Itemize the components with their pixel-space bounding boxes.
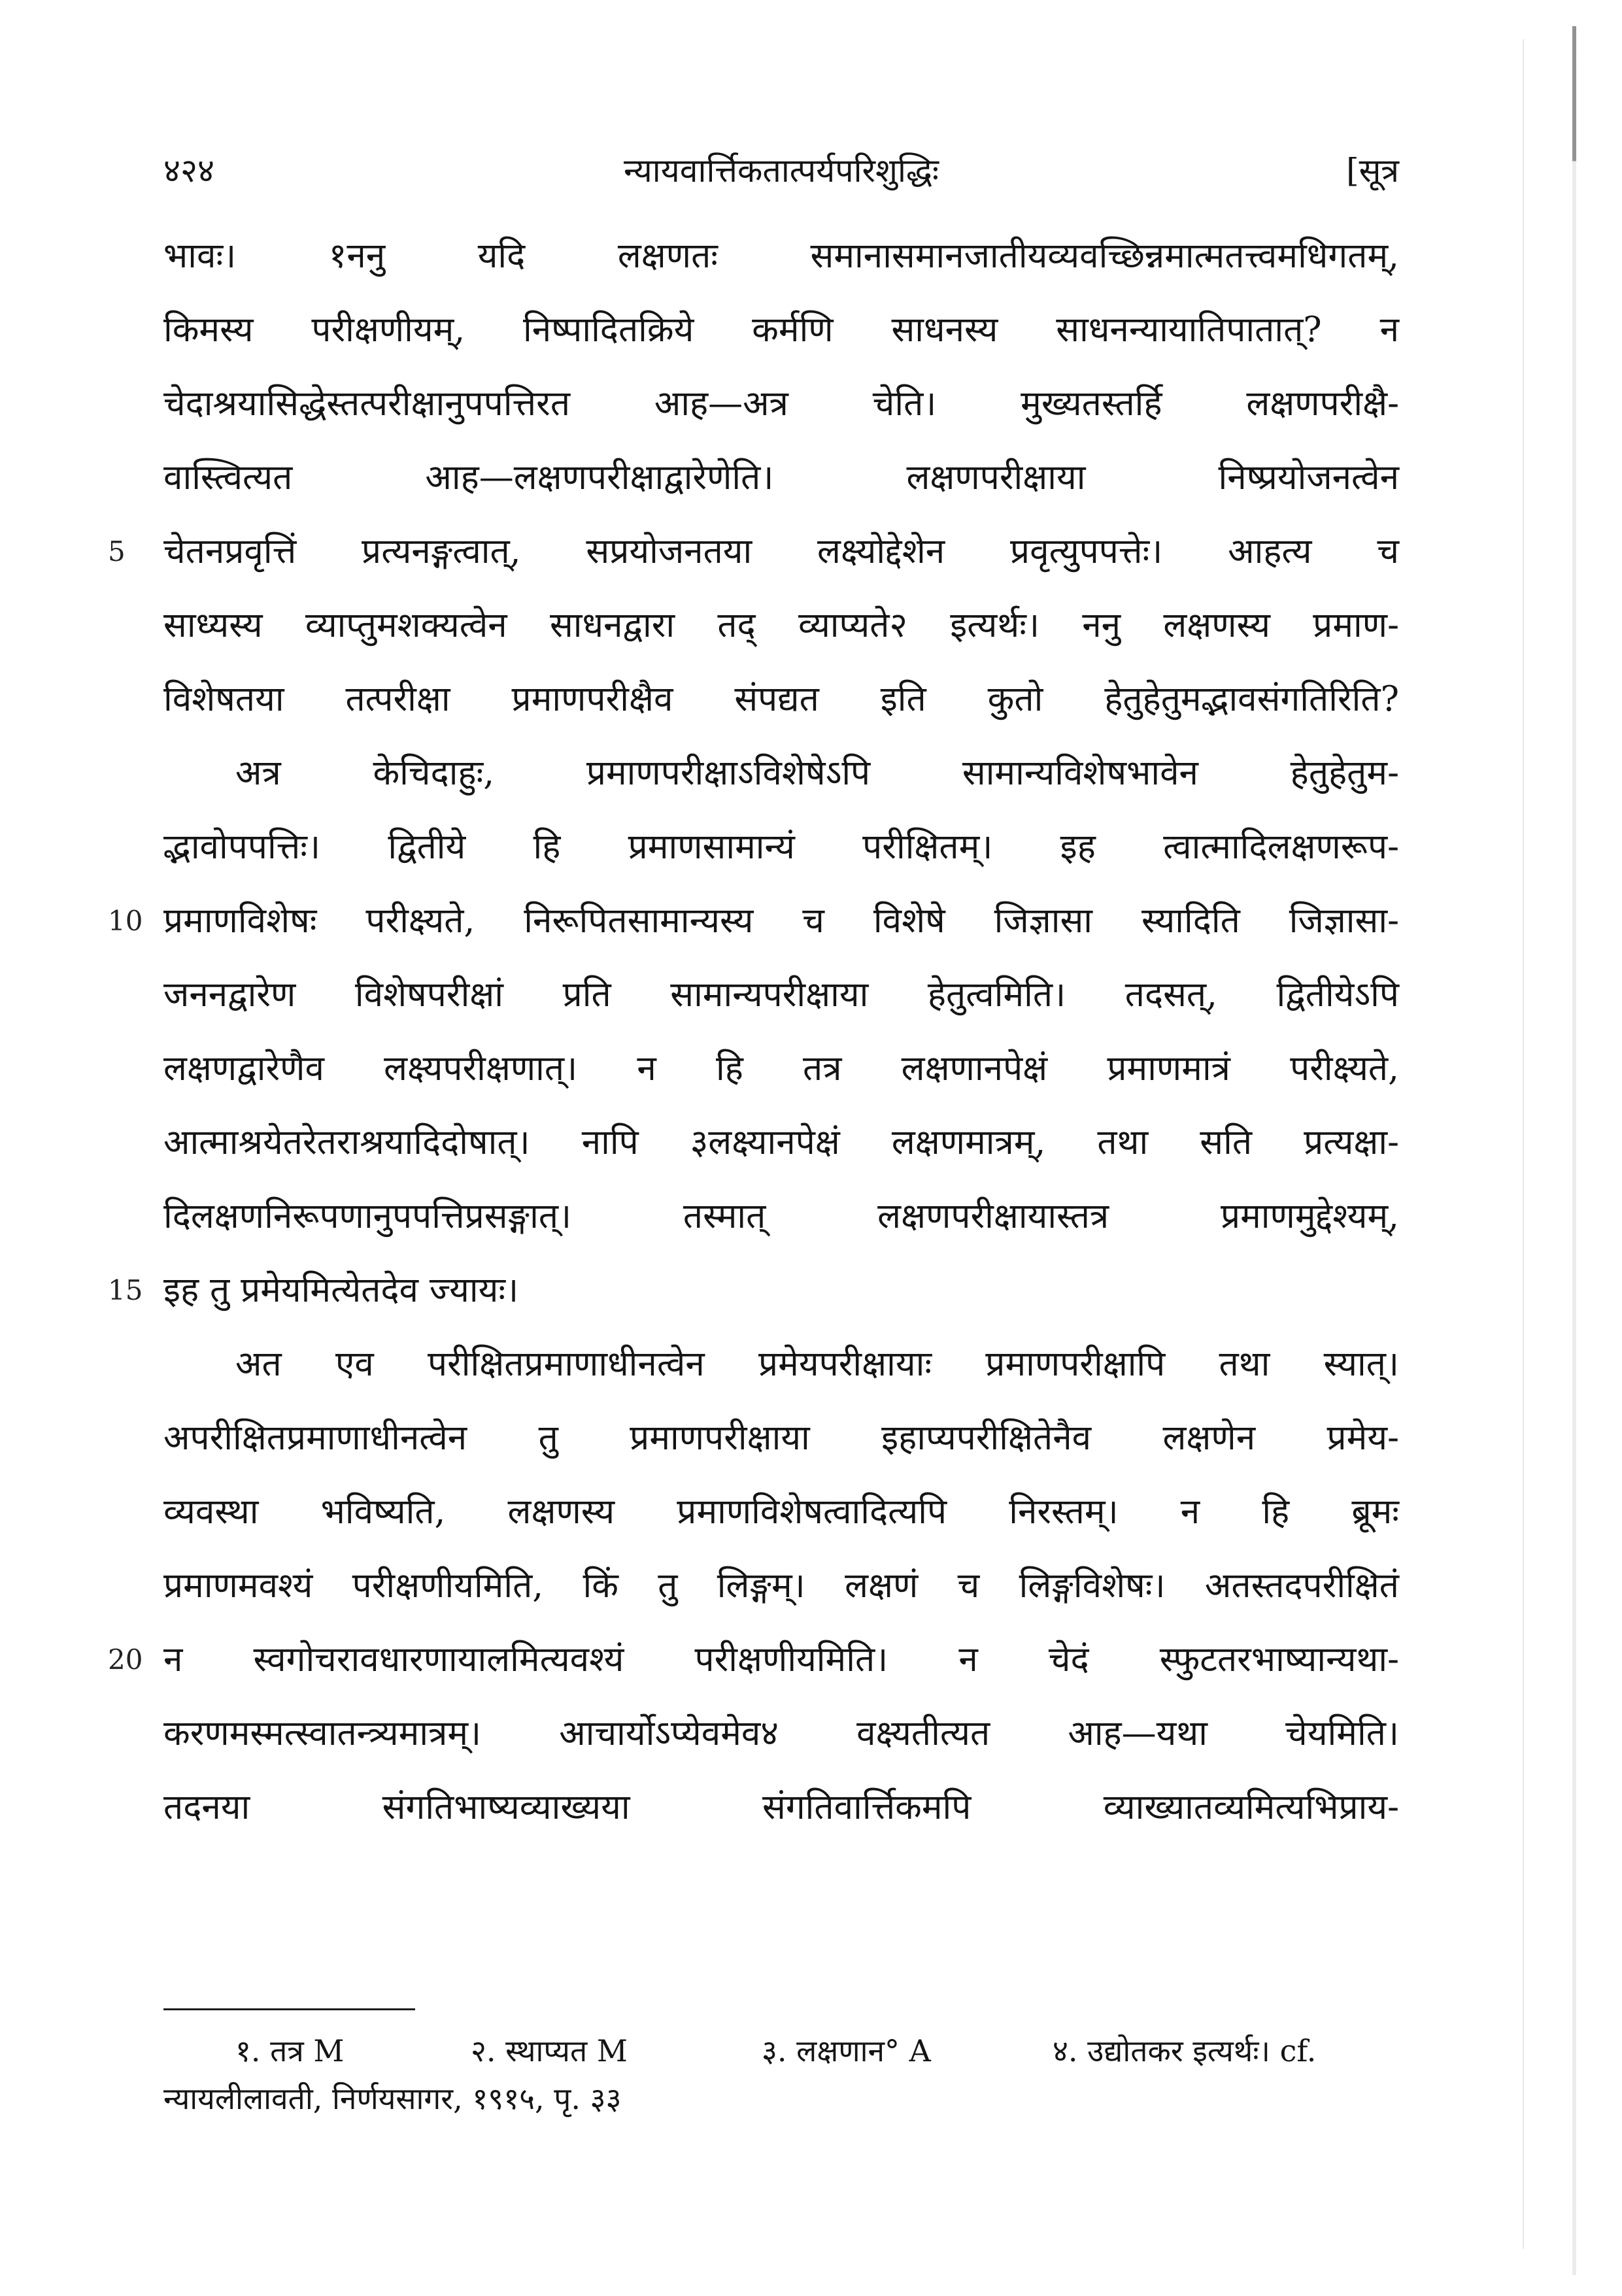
section-mark: [सूत्र bbox=[1346, 152, 1399, 190]
line-number: 20 bbox=[108, 1644, 143, 1676]
line-text: वास्त्वित्यत आह—लक्षणपरीक्षाद्वारेणेति। लक्षणपरीक्षाया निष्प्रयोजनत्वेन bbox=[163, 458, 1399, 498]
body-text bbox=[108, 219, 1399, 1844]
footnote-row bbox=[163, 2027, 1399, 2076]
text-line bbox=[163, 1549, 1399, 1623]
line-text: प्रमाणमवश्यं परीक्षणीयमिति, किं तु लिङ्गम्। लक्षणं च लिङ्गविशेषः। अतस्तदपरीक्षितं bbox=[163, 1566, 1399, 1606]
scan-edge-shadow bbox=[1572, 26, 1576, 2275]
line-text: जननद्वारेण विशेषपरीक्षां प्रति सामान्यपरीक्षाया हेतुत्वमिति। तदसत्, द्वितीयेऽपि bbox=[163, 975, 1399, 1015]
footnote-continuation: न्यायलीलावती, निर्णयसागर, १९१५, पृ. ३३ bbox=[163, 2081, 622, 2116]
line-number: 10 bbox=[108, 905, 143, 937]
line-text: किमस्य परीक्षणीयम्, निष्पादितक्रिये कर्मणि साधनस्य साधनन्यायातिपातात्? न bbox=[163, 310, 1399, 350]
text-line bbox=[163, 1106, 1399, 1179]
text-line bbox=[163, 1032, 1399, 1106]
line-text: करणमस्मत्स्वातन्त्र्यमात्रम्। आचार्योऽप्येवमेव४ वक्ष्यतीत्यत आह—यथा चेयमिति। bbox=[163, 1714, 1399, 1753]
line-text: चेदाश्रयासिद्धेस्तत्परीक्षानुपपत्तिरत आह—अत्र चेति। मुख्यतस्तर्हि लक्षणपरीक्षै- bbox=[163, 384, 1399, 424]
text-line bbox=[163, 1770, 1399, 1844]
text-line bbox=[163, 810, 1399, 884]
line-text: दिलक्षणनिरूपणानुपपत्तिप्रसङ्गात्। तस्मात् लक्षणपरीक्षायास्तत्र प्रमाणमुद्देश्यम्, bbox=[163, 1196, 1399, 1236]
text-line bbox=[163, 293, 1399, 367]
scan-edge-line bbox=[1523, 39, 1524, 2249]
footnote-2: २. स्थाप्यत M bbox=[471, 2033, 628, 2068]
text-line bbox=[163, 736, 1399, 810]
page-header bbox=[163, 147, 1399, 193]
text-line bbox=[108, 515, 1399, 588]
text-line bbox=[108, 1253, 1399, 1327]
line-text: अत्र केचिदाहुः, प्रमाणपरीक्षाऽविशेषेऽपि सामान्यविशेषभावेन हेतुहेतुम- bbox=[235, 753, 1399, 793]
text-line bbox=[163, 1327, 1399, 1401]
text-line bbox=[163, 958, 1399, 1032]
text-line bbox=[163, 219, 1399, 293]
running-title: न्यायवार्त्तिकतात्पर्यपरिशुद्धिः bbox=[624, 152, 939, 190]
text-line bbox=[108, 884, 1399, 958]
line-text: इह तु प्रमेयमित्येतदेव ज्यायः। bbox=[163, 1270, 519, 1310]
line-number: 5 bbox=[108, 535, 126, 567]
line-text: न स्वगोचरावधारणायालमित्यवश्यं परीक्षणीयमिति। न चेदं स्फुटतरभाष्यान्यथा- bbox=[163, 1640, 1399, 1680]
line-number: 15 bbox=[108, 1274, 143, 1306]
line-text: व्यवस्था भविष्यति, लक्षणस्य प्रमाणविशेषत्वादित्यपि निरस्तम्। न हि ब्रूमः bbox=[163, 1492, 1399, 1532]
line-text: द्भावोपपत्तिः। द्वितीये हि प्रमाणसामान्यं परीक्षितम्। इह त्वात्मादिलक्षणरूप- bbox=[163, 827, 1399, 867]
text-line bbox=[163, 367, 1399, 441]
line-text: प्रमाणविशेषः परीक्ष्यते, निरूपितसामान्यस्य च विशेषे जिज्ञासा स्यादिति जिज्ञासा- bbox=[163, 901, 1399, 941]
footnote-1: १. तत्र M bbox=[235, 2033, 345, 2068]
footnote-rule bbox=[163, 2008, 415, 2010]
footnote-3: ३. लक्षणान° A bbox=[762, 2033, 931, 2068]
line-text: भावः। १ननु यदि लक्षणतः समानासमानजातीयव्यवच्छिन्नमात्मतत्त्वमधिगतम्, bbox=[163, 236, 1399, 276]
line-text: लक्षणद्वारेणैव लक्ष्यपरीक्षणात्। न हि तत्र लक्षणानपेक्षं प्रमाणमात्रं परीक्ष्यते, bbox=[163, 1049, 1399, 1089]
footnote-4: ४. उद्योतकर इत्यर्थः। cf. bbox=[1053, 2033, 1317, 2068]
line-text: आत्माश्रयेतरेतराश्रयादिदोषात्। नापि ३लक्ष्यानपेक्षं लक्षणमात्रम्, तथा सति प्रत्यक्षा- bbox=[163, 1123, 1399, 1162]
line-text: चेतनप्रवृत्तिं प्रत्यनङ्गत्वात्, सप्रयोजनतया लक्ष्योद्देशेन प्रवृत्युपपत्तेः। आहत्य च bbox=[163, 532, 1399, 571]
text-line bbox=[163, 1697, 1399, 1770]
line-text: अत एव परीक्षितप्रमाणाधीनत्वेन प्रमेयपरीक्षायाः प्रमाणपरीक्षापि तथा स्यात्। bbox=[235, 1344, 1399, 1384]
text-line bbox=[108, 1623, 1399, 1697]
text-line bbox=[163, 1401, 1399, 1475]
line-text: विशेषतया तत्परीक्षा प्रमाणपरीक्षैव संपद्यत इति कुतो हेतुहेतुमद्भावसंगतिरिति? bbox=[163, 679, 1399, 719]
text-line bbox=[163, 441, 1399, 515]
text-line bbox=[163, 662, 1399, 736]
footnotes bbox=[163, 2027, 1399, 2121]
page-number: ४२४ bbox=[163, 152, 214, 190]
text-line bbox=[163, 1475, 1399, 1549]
line-text: तदनया संगतिभाष्यव्याख्यया संगतिवार्त्तिकमपि व्याख्यातव्यमित्यभिप्राय- bbox=[163, 1787, 1399, 1827]
text-line bbox=[163, 588, 1399, 662]
text-line bbox=[163, 1179, 1399, 1253]
line-text: साध्यस्य व्याप्तुमशक्यत्वेन साधनद्वारा तद् व्याप्यते२ इत्यर्थः। ननु लक्षणस्य प्रमाण- bbox=[163, 605, 1399, 645]
line-text: अपरीक्षितप्रमाणाधीनत्वेन तु प्रमाणपरीक्षाया इहाप्यपरीक्षितेनैव लक्षणेन प्रमेय- bbox=[163, 1418, 1399, 1458]
